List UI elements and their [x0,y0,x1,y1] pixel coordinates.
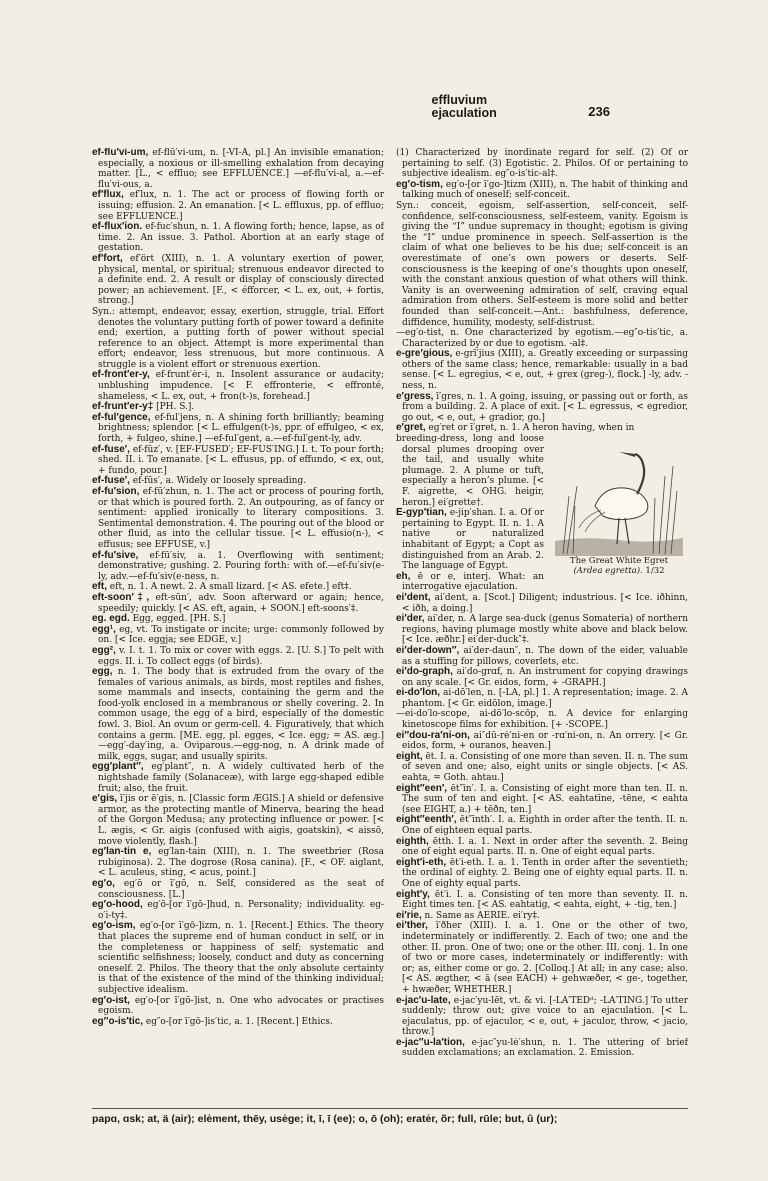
entry-definition: eg′ō or ī′gō, n. Self, considered as the seat of consciousness. [L.] [98,878,384,900]
entry-definition: ef-ful′jens, n. A shining forth brilliantly; beaming brightness; splendor. [< L. effulgen(t-)s, ppr. of effulgeo, < ex, forth, + fulgeo, shine.] —ef-ful′gent, a.—ef-ful′gent-ly, adv. [98,412,384,445]
guide-words [432,94,497,120]
dictionary-entry [92,222,384,254]
dictionary-entry [92,307,384,371]
dictionary-entry [92,254,384,307]
dictionary-entry [396,709,688,730]
entry-definition: —eg′o-tist, n. One characterized by egotism.—eg″o-tis′tic, a. Characterized by or due to egotism. -al‡. [396,328,688,349]
caption-scale: 1/32 [645,566,665,577]
dictionary-entry [92,190,384,222]
entry-definition: ef′lux, n. 1. The act or process of flowing forth or issuing; effusion. 2. An emanation. [< L. effluxus, pp. of effluo; see EFFLUENCE.] [98,190,384,222]
entry-definition: ef-frunt′ėr-i, n. Insolent assurance or audacity; unblushing impudence. [< F. effronterie, < effronté, shameless, < L. ex, out, + fron(t-)s, forehead.] [98,370,384,402]
entry-definition: ī′gres, n. 1. A going, issuing, or passing out or forth, as from a building. 2. A place of exit. [< L. egressus, < egredior, go out, < e, out, + gradior, go.] [402,391,688,423]
entry-headword: eight′i-eth, [396,856,450,868]
dictionary-entry [92,646,384,667]
entry-headword: eg″o-is′tic, [92,1015,146,1027]
entry-definition: ēt″īn′. I. a. Consisting of eight more than ten. II. n. The sum of ten and eight. [< AS. eahtatīne, -tēne, < eahta (see EIGHT, a.) + tēðn, ten.] [402,783,688,815]
entry-definition: ef-fū′zhun, n. 1. The act or process of pouring forth, or that which is poured forth. 2. An outpouring, as of fancy or sentiment: applied ironically to literary compositions. 3. Sentimental demonstration. 4. The pouring out of the blood or other fluid, as into the cellular tissue. [< L. effusio(n-), < effusus; see EFFUSE, v.] [98,487,384,550]
entry-definition: ef-fūz′, v. [EF-FUSED′; EF-FUS′ING.] I. t. To pour forth; shed. II. i. To emanate. [< L. effusus, pp. of effundo, < ex, out, + fundo, pour.] [98,444,384,476]
entry-definition: ef-fuc′shun, n. 1. A flowing forth; hence, lapse, as of time. 2. An issue. 3. Pathol. Abortion at an early stage of gestation. [98,222,384,254]
dictionary-entry [396,201,688,328]
entry-headword: egg², [92,644,120,656]
entry-headword: e-jac′u-late, [396,994,454,1006]
dictionary-entry [92,921,384,995]
entry-definition: eg′o-[or ī′go-]tizm (XIII), n. The habit of thinking and talking much of oneself; self-conceit. [402,179,688,201]
page-header [190,94,610,120]
entry-headword: eft-soon′‡, [92,591,156,603]
entry-definition: e-jac′yu-lēt, vt. & vi. [-LA′TEDᵈ; -LA′TING.] To utter suddenly; throw out; give voice to an ejaculation. [< L. ejaculatus, pp. of ejaculor, < e, out, + jaculor, throw, < jacio, throw.] [402,995,688,1038]
entry-headword: ef-flux′ion. [92,221,146,233]
entry-definition: eg′lan-tain (XIII), n. 1. The sweetbrier (Rosa rubiginosa). 2. The dogrose (Rosa canina). [F., < OF. aiglant, < L. aculeus, sting, < acus, point.] [98,847,384,879]
entry-headword: ef-fu′sive, [92,549,150,561]
dictionary-entry [92,614,384,625]
entry-headword: ef-fuse′, [92,443,133,455]
dictionary-entry [92,625,384,646]
entry-definition: eg′o-[or ī′gō-]izm, n. 1. [Recent.] Ethics. The theory that places the supreme end of human conduct in self, or in the completeness or happiness of self; systematic and scientific selfishness; loosely, conduct and duty as concerning oneself. 2. Philos. The theory that the only absolute certainty is that of the existence of the mind of the thinking individual; subjective idealism. [98,921,384,995]
entry-headword: eight, [396,750,426,762]
entry-headword: egg, [92,666,118,678]
entry-headword: ei-do′lon, [396,687,443,699]
entry-headword: eg. egd. [92,613,133,625]
entry-definition: eg′ret or ī′gret, n. 1. A heron having, when in [428,423,635,434]
dictionary-entry [92,1017,384,1028]
entry-definition: ēt′i-eth. I. a. 1. Tenth in order after the seventieth; the ordinal of eighty. 2. Being one of eighty equal parts. II. n. One of eighty equal parts. [402,857,688,889]
entry-definition: ai-dō′len, n. [-LA, pl.] 1. A representation; image. 2. A phantom. [< Gr. eidōlon, image.] [402,688,688,709]
dictionary-entry [396,752,688,784]
dictionary-entry [396,423,688,434]
dictionary-entry [396,731,688,752]
guide-word-first: effluvium [431,93,488,107]
entry-definition: eg′plant″, n. A widely cultivated herb of the nightshade family (Solanaceæ), with large egg-shaped edible fruit; also, the fruit. [98,762,384,794]
guide-word-last: ejaculation [431,106,497,120]
dictionary-entry [396,148,688,180]
entry-definition: ai′do-grɑf, n. An instrument for copying drawings on any scale. [< Gr. eidos, form, + -GRAPH.] [402,667,688,688]
entry-definition: ē or e, interj. What: an interrogative ejaculation. [402,571,544,593]
entry-headword: e′gis, [92,793,121,805]
entry-headword: ef-frunt′er-y‡ [92,401,157,413]
pronunciation-key: papɑ, ɑsk; at, ä (air); elėment, thēy, usėge; it, ī, ī (ee); o, ō (oh); eratėr, õr; full, rūle; but, û (ur); [92,1108,688,1125]
entry-definition: ai′der, n. A large sea-duck (genus Somateria) of northern regions, having plumage mostly white above and black below. [< Ice. æðhr.] ei′der-duck″‡. [402,614,688,646]
egret-illustration-figure [550,436,688,576]
entry-headword: ei″dou-ra′ni-on, [396,729,474,741]
entry-headword: ef-fu′sion, [92,486,143,497]
dictionary-entry [396,688,688,709]
dictionary-entry [396,996,688,1038]
dictionary-entry [396,890,688,911]
dictionary-entry [396,911,688,922]
dictionary-entry [92,593,384,614]
entry-definition: ai′der-daun″, n. The down of the eider, valuable as a stuffing for pillows, coverlets, etc. [402,645,688,667]
entry-headword: ei′rie, [396,909,425,921]
entry-definition: eg′o-[or ī′gō-]ist, n. One who advocates or practises egoism. [98,995,384,1017]
dictionary-entry [396,921,688,995]
entry-headword: eg′o, [92,877,124,889]
dictionary-entry [92,487,384,551]
right-column [396,148,688,1148]
entry-headword: egg′plant″, [92,761,152,773]
dictionary-entry [92,762,384,794]
dictionary-entry [92,900,384,921]
entry-definition: ef′ört (XIII), n. 1. A voluntary exertion of power, physical, mental, or spiritual; strenuous endeavor directed to a definite end. 2. A result or display of consciously directed power; an achievement. [F., < éfforcer, < L. ex, out, + fortis, strong.] [98,253,384,307]
entry-definition: breeding-dress, long and loose dorsal plumes drooping over the tail, and usually white plumage. 2. A plume or tuft, especially a heron’s plume. [< F. aigrette, < OHG. heigir, heron.] ei′grette†. [396,434,544,508]
entry-headword: ei′do-graph, [396,666,457,678]
right-column-top-entries [396,148,688,434]
caption-latin: (Ardea egretta). [573,566,643,577]
entry-definition: ai″dū-rė′ni-en or -rɑ′ni-on, n. An orrery. [< Gr. eidos, form, + ouranos, heaven.] [402,730,688,752]
dictionary-entry [92,413,384,445]
dictionary-entry [396,858,688,890]
entry-definition: n. Same as AERIE. ei′ry‡. [424,910,540,921]
entry-headword: ef′flux, [92,189,130,201]
entry-definition: ēt. I. a. Consisting of one more than seven. II. n. The sum of seven and one; also, eight units or single objects. [< AS. eahta, = Goth. ahtau.] [402,751,688,784]
entry-headword: eight″eenth′, [396,814,460,826]
dictionary-entry [396,328,688,349]
dictionary-entry [396,349,688,391]
entry-definition: ai′dent, a. [Scot.] Diligent; industrious. [< Ice. iðhinn, < iðh, a doing.] [402,592,688,614]
entry-definition: ef-flū′vi-um, n. [-VI-A, pl.] An invisible emanation; especially, a noxious or ill-smelling exhalation from decaying matter. [L., < effluo; see EFFLUENCE.] —ef-flu′vi-al, a.—ef-flu′vi-ous, a. [98,148,384,190]
entry-headword: eight″een′, [396,782,451,794]
entry-definition: ēt′i. I. a. Consisting of ten more than seventy. II. n. Eight times ten. [< AS. eahtatig, < eahta, eight, + -tig, ten.] [402,889,688,911]
page-number: 236 [588,104,610,119]
illustration-caption [550,556,688,576]
entry-headword: ei′ther, [396,920,436,932]
dictionary-entry [92,879,384,900]
entry-definition: (1) Characterized by inordinate regard for self. (2) Of or pertaining to self. (3) Egotistic. 2. Philos. Of or pertaining to subjective idealism. eg″o-is′tic-al‡. [396,148,688,180]
entry-definition: eg″o-[or ī′gō-]is′tic, a. 1. [Recent.] Ethics. [145,1016,333,1027]
dictionary-entry [396,784,688,816]
entry-definition: Syn.: conceit, egoism, self-assertion, self-conceit, self-confidence, self-consciousness, self-esteem, vanity. Egoism is giving the “I” undue supremacy in thought; egotism is giving the “I” undue prominence in speech. Self-assertion is the claim of what one believes to be his due; self-conceit is an overestimate of one’s own powers or deserts. Self-consciousness is the keeping of one’s thoughts upon oneself, with the constant anxious question of what others will think. Vanity is an overweening admiration of self, craving equal admiration from others. Self-esteem is more solid and better founded than self-conceit.—Ant.: bashfulness, deference, diffidence, humility, modesty, self-distrust. [396,200,688,328]
entry-headword: e-gre′gious, [396,348,456,360]
dictionary-entry [396,614,688,646]
entry-headword: ei′dent, [396,591,435,603]
entry-headword: ef-ful′gence, [92,411,155,423]
right-column-bottom-entries [396,614,688,1059]
left-column [92,148,384,1148]
entry-headword: e′gress, [396,390,437,402]
entry-headword: egg¹, [92,623,120,635]
entry-headword: ef-fuse′, [92,475,133,487]
entry-headword: eg′o-hood, [92,899,148,911]
entry-definition: Egg, egged. [PH. S.] [132,614,226,625]
dictionary-entry [396,815,688,836]
entry-headword: e-jac″u-la′tion, [396,1036,472,1048]
dictionary-entry [92,445,384,477]
entry-definition: ēt″īnth′. I. a. Eighth in order after the tenth. II. n. One of eighteen equal parts. [402,815,688,836]
entry-definition: ī′jis or ē′gis, n. [Classic form ÆGIS.] A shield or defensive armor, as the protecting mantle of Minerva, bearing the head of the Gorgon Medusa; any protecting influence or power. [< L. ægis, < Gr. aigis (confused with aigis, goatskin), < aissō, move violently, flash.] [98,794,384,847]
entry-definition: e-grī′jius (XIII), a. Greatly exceeding or surpassing others of the same class; hence, remarkable: usually in a bad sense. [< L. egregius, < e, out, + grex (greg-), flock.] -ly, adv. -ness, n. [402,349,688,392]
dictionary-entry [396,593,688,614]
entry-definition: eft-sūn′, adv. Soon afterward or again; hence, speedily; quickly. [< AS. eft, again, + SOON.] eft-soons′‡. [98,592,384,614]
entry-definition: ef-fū′siv, a. 1. Overflowing with sentiment; demonstrative; gushing. 2. Pouring forth: with of.—ef-fu′siv(e-ly, adv.—ef-fu′siv(e-ness, n. [98,550,384,582]
entry-definition: ētth. I. a. 1. Next in order after the seventh. 2. Being one of eight equal parts. II. n. One of eight equal parts. [402,836,688,858]
entry-definition: v. I. t. 1. To mix or cover with eggs. 2. [U. S.] To pelt with eggs. II. i. To collect eggs (of birds). [98,645,384,667]
entry-headword: eg′o-ism, [92,920,140,932]
entry-definition: [PH. S.]. [156,402,195,413]
dictionary-entry [396,667,688,688]
dictionary-entry [396,646,688,667]
entry-headword: eh, [396,570,418,582]
entry-definition: —ei-do′lo-scope, ai-dō′lo-scōp, n. A device for enlarging kinetoscope films for exhibition. [+ -SCOPE.] [396,709,688,731]
caption-title: The Great White Egret [569,556,669,567]
entry-headword: E-gyp′tian, [396,507,450,519]
entry-definition: ī′ðher (XIII). I. a. 1. One or the other of two, indeterminately or indifferently. 2. Each of two; one and the other. II. pron. One of two; one or the other. III. conj. 1. In one of two or more cases, indeterminately or indifferently: with or; as, either come or go. 2. [Colloq.] At all; in any case; also. [< AS. ægther, < ā (see EACH) + gehwæðer, < ge-, together, + hwæðer, WHETHER.] [402,921,688,995]
entry-headword: eg′o-ist, [92,994,135,1006]
entry-headword: ef-front′er-y, [92,369,156,381]
entry-headword: eight′y, [396,888,435,900]
dictionary-entry [396,180,688,201]
dictionary-entry [92,667,384,762]
entry-headword: eg′o-tism, [396,178,446,190]
entry-definition: e-jip′shan. I. a. Of or pertaining to Egypt. II. n. 1. A native or naturalized inhabitant of Egypt; a Copt as distinguished from an Arab. 2. The language of Egypt. [402,508,545,572]
dictionary-entry [396,837,688,858]
dictionary-entry [92,794,384,847]
entry-headword: ef′fort, [92,252,131,264]
entry-headword: eighth, [396,835,433,847]
entry-headword: eg′lan-tin e, [92,846,159,858]
entry-headword: ei′der, [396,613,428,625]
entry-headword: e′gret, [396,422,429,434]
dictionary-entry [92,148,384,190]
entry-definition: eg′ō-[or ī′gō-]hud, n. Personality; individuality. eg-o′i-ty‡. [98,900,384,921]
entry-headword: eft, [92,581,110,593]
egret-illustration [555,436,683,556]
entry-definition: eft, n. 1. A newt. 2. A small lizard. [< AS. efete.] eft‡. [109,582,352,593]
dictionary-entry [396,1038,688,1059]
dictionary-entry [396,392,688,424]
entry-definition: ef-fūs′, a. Widely or loosely spreading. [132,476,307,487]
entry-definition: eg, vt. To instigate or incite; urge: commonly followed by on. [< Ice. eggja; see EDGE, v.] [98,624,384,646]
entry-definition: Syn.: attempt, endeavor, essay, exertion, struggle, trial. Effort denotes the voluntary putting forth of power toward a definite end; exertion, a putting forth of power without special reference to an object. Attempt is more experimental than effort; endeavor, less strenuous, but more continuous. A struggle is a violent effort or strenuous exertion. [92,306,384,370]
dictionary-entry [92,847,384,879]
entry-definition: n. 1. The body that is extruded from the ovary of the females of various animals, as birds, most reptiles and fishes, some mammals and insects, containing the germ and the food-yolk enclosed in a membranous or shelly covering. 2. In common usage, the egg of a bird, especially of the domestic fowl. 3. Biol. An ovum or germ-cell. 4. Figuratively, that which contains a germ. [ME. egg, pl. egges, < Ice. egg; = AS. æg.] —egg′-day′ing, a. Oviparous.—egg-nog, n. A drink made of milk, eggs, sugar, and usually spirits. [98,667,384,762]
entry-definition: e-jac″yu-lė′shun, n. 1. The uttering of brief sudden exclamations; an exclamation. 2. Emission. [402,1037,688,1059]
entry-headword: ei′der-down″, [396,644,464,656]
dictionary-entry [92,370,384,402]
dictionary-entry [92,996,384,1017]
dictionary-entry [92,551,384,583]
entry-headword: ef-flu′vi-um, [92,148,153,158]
